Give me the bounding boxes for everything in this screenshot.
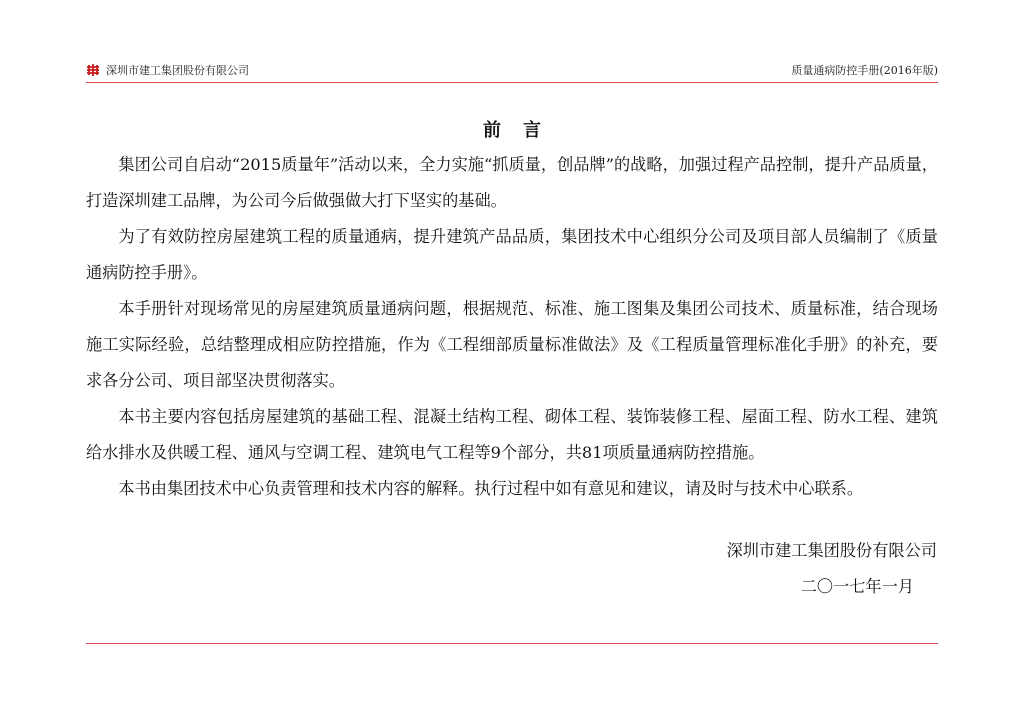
preface-body [86,147,938,507]
paragraph: 本书主要内容包括房屋建筑的基础工程、混凝土结构工程、砌体工程、装饰装修工程、屋面工程、防水工程、建筑给水排水及供暖工程、通风与空调工程、建筑电气工程等9个部分，共81项质量通病防控措施。 [86,407,938,462]
signature: 深圳市建工集团股份有限公司 [726,541,937,560]
header-doc-title: 质量通病防控手册(2016年版) [791,64,938,77]
signature-date: 二〇一七年一月 [800,577,914,596]
page-title: 前言 [483,120,563,141]
company-logo-icon [86,64,100,76]
paragraph: 为了有效防控房屋建筑工程的质量通病，提升建筑产品品质，集团技术中心组织分公司及项目部人员编制了《质量通病防控手册》。 [86,227,938,282]
footer-divider [86,643,938,644]
paragraph: 集团公司自启动“2015质量年”活动以来，全力实施“抓质量，创品牌”的战略，加强过程产品控制，提升产品质量，打造深圳建工品牌，为公司今后做强做大打下坚实的基础。 [86,155,938,210]
paragraph: 本书由集团技术中心负责管理和技术内容的解释。执行过程中如有意见和建议，请及时与技术中心联系。 [118,479,864,498]
paragraph: 本手册针对现场常见的房屋建筑质量通病问题，根据规范、标准、施工图集及集团公司技术、质量标准，结合现场施工实际经验，总结整理成相应防控措施，作为《工程细部质量标准做法》及《工程质量管理标准化手册》的补充，要求各分公司、项目部坚决贯彻落实。 [86,299,938,390]
header-left [86,62,249,78]
page-header [86,60,938,83]
header-company-name: 深圳市建工集团股份有限公司 [106,64,249,77]
